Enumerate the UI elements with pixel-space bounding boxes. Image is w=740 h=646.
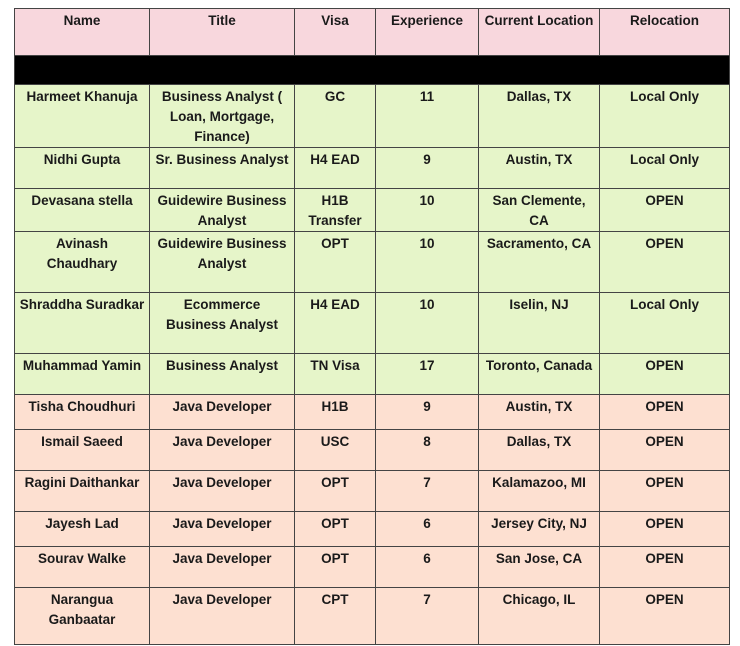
cell-title: Java Developer bbox=[150, 588, 295, 645]
header-visa: Visa bbox=[295, 9, 376, 56]
cell-name: Ragini Daithankar bbox=[15, 471, 150, 512]
header-current-location: Current Location bbox=[479, 9, 600, 56]
table-row bbox=[15, 547, 730, 588]
table-row bbox=[15, 148, 730, 189]
cell-title: Guidewire Business Analyst bbox=[150, 232, 295, 293]
cell-location: San Clemente, CA bbox=[479, 189, 600, 232]
cell-location: Sacramento, CA bbox=[479, 232, 600, 293]
cell-experience: 7 bbox=[376, 471, 479, 512]
cell-name: Avinash Chaudhary bbox=[15, 232, 150, 293]
header-experience: Experience bbox=[376, 9, 479, 56]
cell-experience: 10 bbox=[376, 232, 479, 293]
cell-visa: H1B bbox=[295, 395, 376, 430]
cell-name: Jayesh Lad bbox=[15, 512, 150, 547]
cell-name: Devasana stella bbox=[15, 189, 150, 232]
cell-name: Shraddha Suradkar bbox=[15, 293, 150, 354]
cell-title: Java Developer bbox=[150, 512, 295, 547]
cell-visa: CPT bbox=[295, 588, 376, 645]
cell-visa: TN Visa bbox=[295, 354, 376, 395]
table-row bbox=[15, 189, 730, 232]
cell-name: Harmeet Khanuja bbox=[15, 85, 150, 148]
cell-title: Java Developer bbox=[150, 395, 295, 430]
cell-location: Toronto, Canada bbox=[479, 354, 600, 395]
table-row bbox=[15, 354, 730, 395]
header-row bbox=[15, 9, 730, 56]
cell-experience: 10 bbox=[376, 189, 479, 232]
cell-experience: 6 bbox=[376, 547, 479, 588]
cell-name: Ismail Saeed bbox=[15, 430, 150, 471]
cell-location: Iselin, NJ bbox=[479, 293, 600, 354]
cell-relocation: OPEN bbox=[600, 588, 730, 645]
table-row bbox=[15, 395, 730, 430]
cell-visa: OPT bbox=[295, 232, 376, 293]
cell-location: Austin, TX bbox=[479, 148, 600, 189]
cell-location: Chicago, IL bbox=[479, 588, 600, 645]
table-row bbox=[15, 293, 730, 354]
cell-visa: OPT bbox=[295, 471, 376, 512]
cell-experience: 7 bbox=[376, 588, 479, 645]
cell-name: Nidhi Gupta bbox=[15, 148, 150, 189]
cell-visa: GC bbox=[295, 85, 376, 148]
cell-visa: OPT bbox=[295, 547, 376, 588]
cell-relocation: Local Only bbox=[600, 293, 730, 354]
header-name: Name bbox=[15, 9, 150, 56]
cell-experience: 8 bbox=[376, 430, 479, 471]
cell-relocation: OPEN bbox=[600, 395, 730, 430]
cell-title: Guidewire Business Analyst bbox=[150, 189, 295, 232]
cell-visa: H4 EAD bbox=[295, 148, 376, 189]
cell-name: Narangua Ganbaatar bbox=[15, 588, 150, 645]
cell-location: San Jose, CA bbox=[479, 547, 600, 588]
cell-title: Business Analyst ( Loan, Mortgage, Finance) bbox=[150, 85, 295, 148]
cell-visa: H4 EAD bbox=[295, 293, 376, 354]
separator-bar bbox=[15, 56, 730, 85]
cell-title: Business Analyst bbox=[150, 354, 295, 395]
cell-name: Muhammad Yamin bbox=[15, 354, 150, 395]
cell-relocation: OPEN bbox=[600, 547, 730, 588]
cell-location: Dallas, TX bbox=[479, 430, 600, 471]
cell-relocation: OPEN bbox=[600, 354, 730, 395]
table-row bbox=[15, 471, 730, 512]
cell-experience: 17 bbox=[376, 354, 479, 395]
cell-name: Sourav Walke bbox=[15, 547, 150, 588]
cell-location: Austin, TX bbox=[479, 395, 600, 430]
cell-visa: H1B Transfer bbox=[295, 189, 376, 232]
table-row bbox=[15, 430, 730, 471]
header-relocation: Relocation bbox=[600, 9, 730, 56]
cell-location: Jersey City, NJ bbox=[479, 512, 600, 547]
cell-visa: OPT bbox=[295, 512, 376, 547]
cell-experience: 10 bbox=[376, 293, 479, 354]
cell-relocation: OPEN bbox=[600, 471, 730, 512]
cell-relocation: OPEN bbox=[600, 430, 730, 471]
cell-relocation: OPEN bbox=[600, 512, 730, 547]
candidate-table bbox=[14, 8, 730, 645]
cell-visa: USC bbox=[295, 430, 376, 471]
cell-title: Java Developer bbox=[150, 471, 295, 512]
separator-row bbox=[15, 56, 730, 85]
cell-experience: 11 bbox=[376, 85, 479, 148]
cell-experience: 9 bbox=[376, 395, 479, 430]
table-row bbox=[15, 232, 730, 293]
cell-title: Ecommerce Business Analyst bbox=[150, 293, 295, 354]
cell-relocation: Local Only bbox=[600, 85, 730, 148]
cell-title: Java Developer bbox=[150, 547, 295, 588]
header-title: Title bbox=[150, 9, 295, 56]
table-row bbox=[15, 512, 730, 547]
cell-relocation: OPEN bbox=[600, 232, 730, 293]
cell-experience: 9 bbox=[376, 148, 479, 189]
cell-relocation: Local Only bbox=[600, 148, 730, 189]
cell-location: Kalamazoo, MI bbox=[479, 471, 600, 512]
cell-location: Dallas, TX bbox=[479, 85, 600, 148]
cell-relocation: OPEN bbox=[600, 189, 730, 232]
table-row bbox=[15, 85, 730, 148]
table-row bbox=[15, 588, 730, 645]
cell-title: Sr. Business Analyst bbox=[150, 148, 295, 189]
cell-experience: 6 bbox=[376, 512, 479, 547]
cell-title: Java Developer bbox=[150, 430, 295, 471]
cell-name: Tisha Choudhuri bbox=[15, 395, 150, 430]
